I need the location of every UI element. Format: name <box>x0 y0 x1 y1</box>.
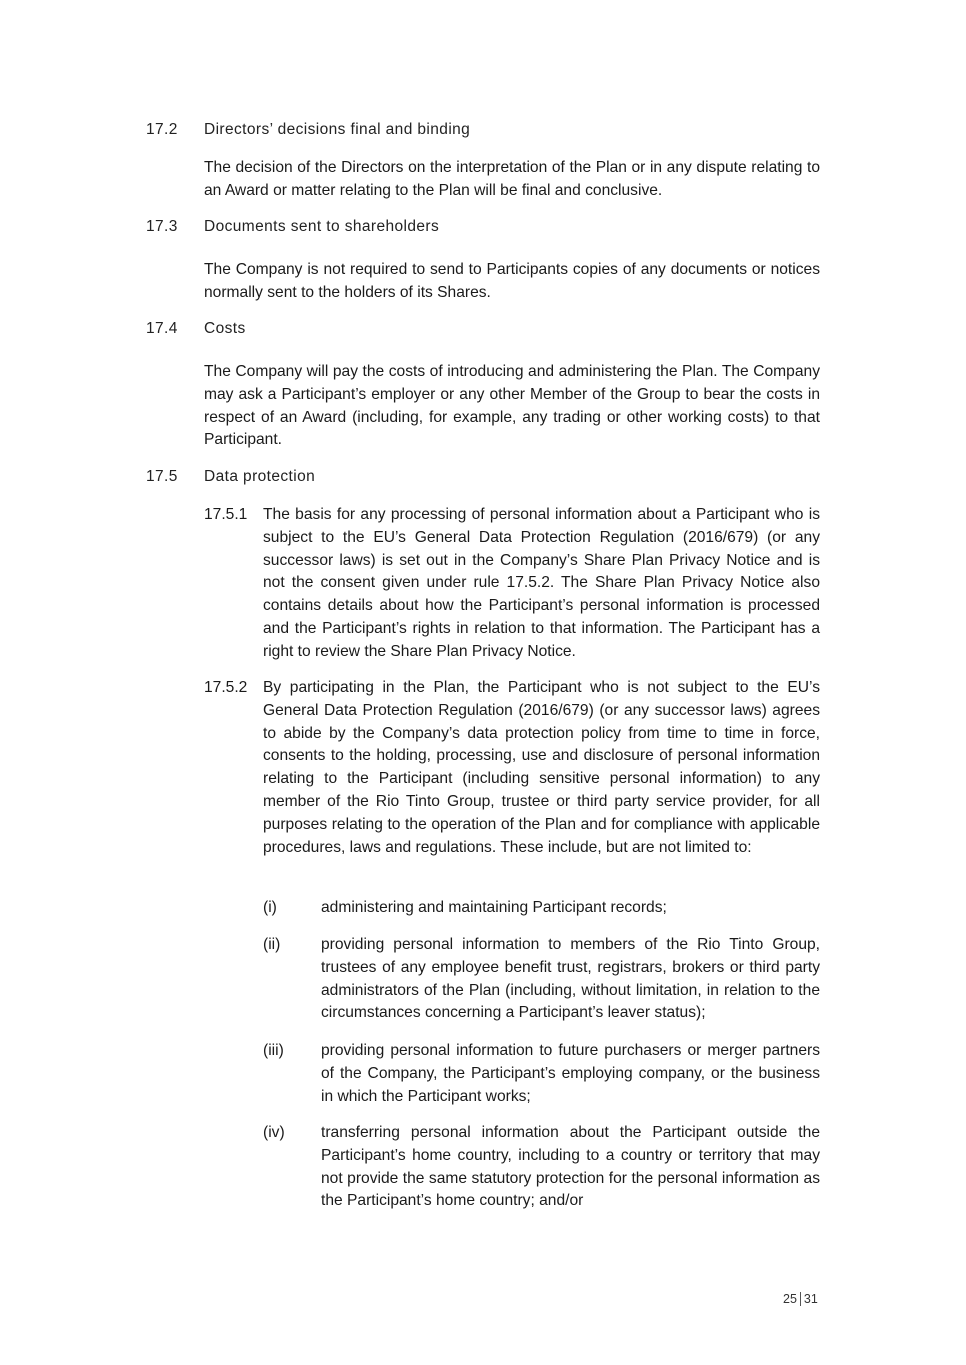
section-body-17-3: The Company is not required to send to Participants copies of any documents or notices normally sent to the holders of its Shares. <box>204 261 820 301</box>
list-item-number: (iii) <box>263 1042 284 1059</box>
section-body-17-2: The decision of the Directors on the interpretation of the Plan or in any dispute relating to an Award or matter relating to the Plan will be final and conclusive. <box>204 159 820 199</box>
total-pages: 31 <box>803 1292 818 1306</box>
subsection-body-17-5-2: By participating in the Plan, the Participant who is not subject to the EU’s General Data Protection Regulation (2016/679) (or any successor laws) agrees to abide by the Company’s data protection policy from time to time in force, consents to the holding, processing, use and disclosure of personal information relating to the Participant (including sensitive personal information) to any member of the Rio Tinto Group, trustee or third party service provider, for all purposes relating to the operation of the Plan and for compliance with applicable procedures, laws and regulations. These include, but are not limited to: <box>263 679 820 856</box>
list-item-body: providing personal information to future purchasers or merger partners of the Company, the Participant’s employing company, or the business in which the Participant works; <box>321 1042 820 1105</box>
section-title: Documents sent to shareholders <box>204 218 440 235</box>
list-item-number: (iv) <box>263 1124 285 1141</box>
section-number: 17.5 <box>146 468 178 485</box>
list-item-body: administering and maintaining Participant records; <box>321 899 667 916</box>
section-number: 17.4 <box>146 320 178 337</box>
list-item-body: transferring personal information about the Participant outside the Participant’s home country, including to a country or territory that may not provide the same statutory protection for the personal information as the Participant’s home country; and/or <box>321 1124 820 1210</box>
section-number: 17.2 <box>146 121 178 138</box>
list-item-number: (i) <box>263 899 277 916</box>
section-title: Directors’ decisions final and binding <box>204 121 471 138</box>
list-item-number: (ii) <box>263 936 281 953</box>
subsection-number-17-5-2: 17.5.2 <box>204 679 248 696</box>
section-title: Costs <box>204 320 246 337</box>
list-item-body: providing personal information to members of the Rio Tinto Group, trustees of any employee benefit trust, registrars, brokers or third party administrators of the Plan (including, without limitation, in relation to the circumstances concerning a Participant’s leaver status); <box>321 936 820 1022</box>
page-number <box>783 1292 818 1306</box>
subsection-number-17-5-1: 17.5.1 <box>204 506 248 523</box>
page-separator <box>800 1292 801 1306</box>
section-number: 17.3 <box>146 218 178 235</box>
section-body-17-4: The Company will pay the costs of introducing and administering the Plan. The Company may ask a Participant’s employer or any other Member of the Group to bear the costs in respect of an Award (including, for example, any trading or other working costs) to that Participant. <box>204 363 820 449</box>
section-title: Data protection <box>204 468 316 485</box>
subsection-body-17-5-1: The basis for any processing of personal information about a Participant who is subject to the EU’s General Data Protection Regulation (2016/679) (or any successor laws) is set out in the Company’s Share Plan Privacy Notice and is not the consent given under rule 17.5.2. The Share Plan Privacy Notice also contains details about how the Participant’s personal information is processed and the Participant’s rights in relation to that information. The Participant has a right to review the Share Plan Privacy Notice. <box>263 506 820 660</box>
current-page: 25 <box>783 1292 797 1306</box>
